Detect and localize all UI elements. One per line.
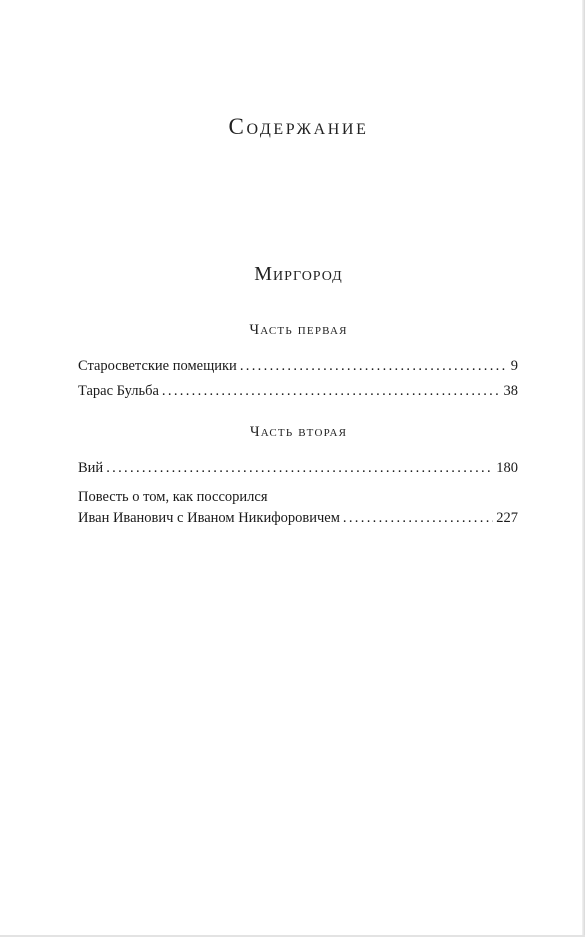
book-title: Миргород: [254, 263, 343, 285]
toc-entry-title: Вий: [78, 460, 104, 476]
toc-leader-dots: [343, 509, 493, 527]
toc-entry-title: Иван Иванович с Иваном Никифоровичем: [78, 510, 340, 526]
toc-entry[interactable]: [78, 382, 518, 400]
toc-entry-title: Тарас Бульба: [78, 383, 159, 399]
toc-entry-page: 9: [510, 358, 518, 374]
toc-leader-dots: [162, 382, 501, 400]
toc-leader-dots: [240, 357, 508, 375]
toc-entry[interactable]: [78, 459, 518, 477]
toc-entry-title: Старосветские помещики: [78, 358, 237, 374]
toc-entry-page: 38: [503, 383, 518, 399]
part-title-first: Часть первая: [249, 322, 348, 338]
toc-entry-page: 180: [496, 460, 518, 476]
toc-entry-page: 227: [496, 510, 518, 526]
contents-heading: Содержание: [228, 114, 369, 139]
toc-entry[interactable]: [78, 509, 518, 527]
part-title-second: Часть вторая: [249, 424, 348, 440]
toc-entry-title-line1[interactable]: Повесть о том, как поссорился: [78, 489, 268, 505]
toc-entry[interactable]: [78, 357, 518, 375]
toc-leader-dots: [106, 459, 493, 477]
